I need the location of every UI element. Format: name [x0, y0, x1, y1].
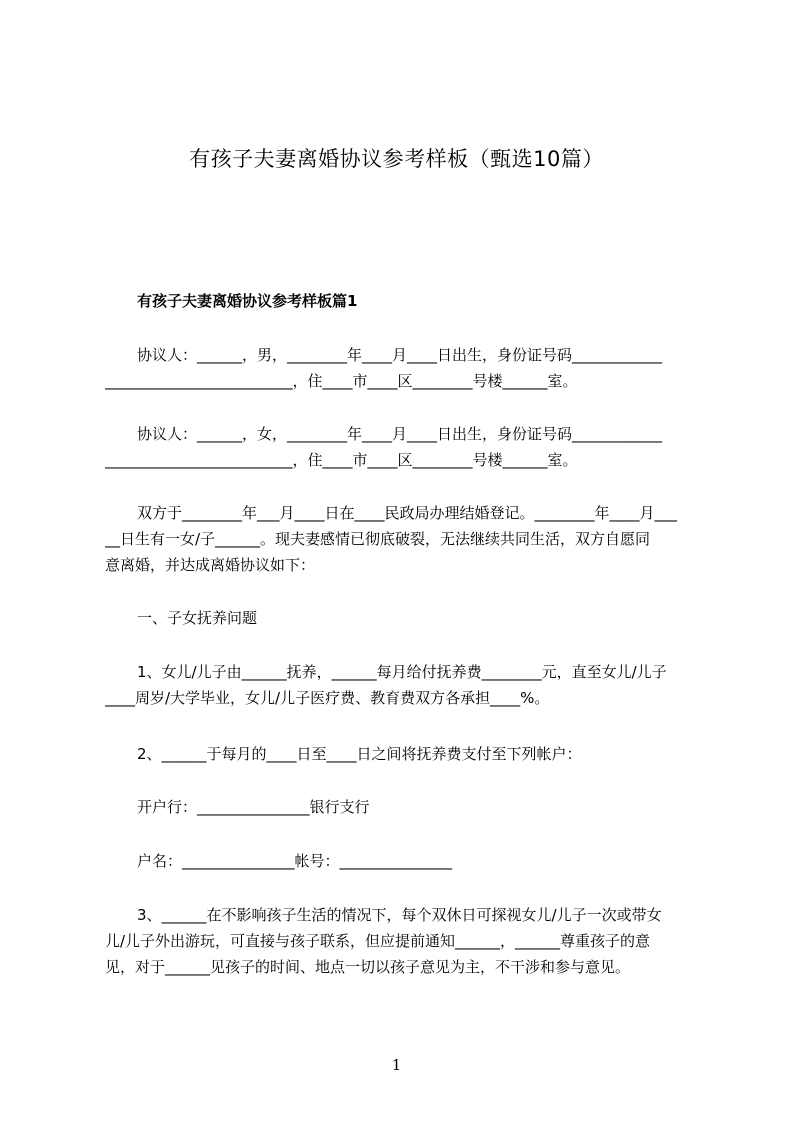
paragraph-line: 协议人：______，男，________年____月____日出生，身份证号码____________	[137, 346, 663, 364]
paragraph-line: __日生有一女/子______。现夫妻感情已彻底破裂，无法继续共同生活，双方自愿同	[105, 530, 651, 548]
paragraph-line: ____周岁/大学毕业，女儿/儿子医疗费、教育费双方各承担____%。	[105, 689, 550, 707]
paragraph-line: 一、子女抚养问题	[137, 609, 258, 627]
paragraph-party-female	[105, 421, 711, 473]
paragraph-line: 2、______于每月的____日至____日之间将抚养费支付至下列帐户：	[137, 745, 582, 763]
paragraph-marriage	[105, 500, 711, 578]
paragraph-section-one	[105, 605, 711, 631]
paragraph-line: 意离婚，并达成离婚协议如下：	[105, 556, 316, 574]
paragraph-clause-3	[105, 902, 711, 980]
paragraph-line: 见，对于______见孩子的时间、地点一切以孩子意见为主，不干涉和参与意见。	[105, 958, 631, 976]
paragraph-line: 户名：_______________帐号：_______________	[137, 852, 453, 870]
paragraph-line: 协议人：______，女，________年____月____日出生，身份证号码____________	[137, 425, 663, 443]
page-number: 1	[391, 1056, 402, 1074]
paragraph-account	[105, 848, 711, 874]
paragraph-line: _________________________，住____市____区________号楼______室。	[105, 372, 578, 390]
paragraph-clause-2	[105, 741, 711, 767]
paragraph-line: 1、女儿/儿子由______抚养，______每月给付抚养费________元，直至女儿/儿子	[137, 663, 667, 681]
paragraph-bank	[105, 794, 711, 820]
paragraph-line: 双方于________年___月____日在____民政局办理结婚登记。________年____月___	[137, 504, 678, 522]
paragraph-line: 开户行：_______________银行支行	[137, 798, 370, 816]
paragraph-line: 儿/儿子外出游玩，可直接与孩子联系，但应提前通知______，______尊重孩子的意	[105, 932, 651, 950]
paragraph-clause-1	[105, 659, 711, 711]
paragraph-line: _________________________，住____市____区________号楼______室。	[105, 451, 578, 469]
section-heading: 有孩子夫妻离婚协议参考样板篇1	[137, 292, 358, 310]
paragraph-party-male	[105, 342, 711, 394]
paragraph-line: 3、______在不影响孩子生活的情况下，每个双休日可探视女儿/儿子一次或带女	[137, 906, 662, 924]
document-title: 有孩子夫妻离婚协议参考样板（甄选10篇）	[189, 147, 604, 171]
